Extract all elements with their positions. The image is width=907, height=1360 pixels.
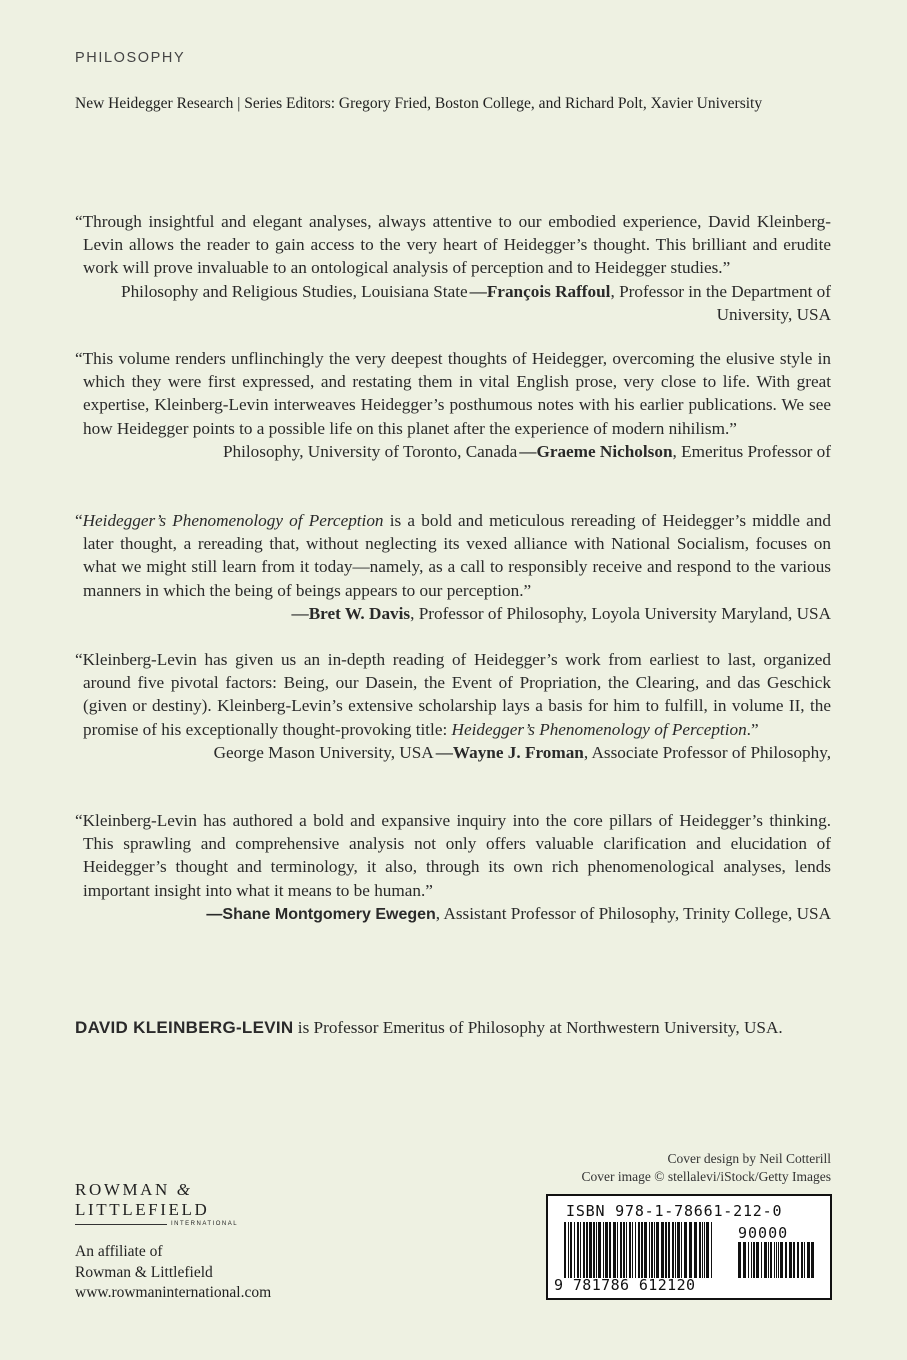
quote-text: “Through insightful and elegant analyses, always attentive to our embodied experience, David Kleinberg-Levin allows the reader to gain access to the very heart of Heidegger’s thought. This brilliant and erudite work will prove invaluable to an ontological analysis of perception and to Heidegger studies.”	[75, 212, 831, 278]
barcode-bar	[675, 1222, 676, 1278]
barcode-bar	[656, 1222, 659, 1278]
quote-open-mark: “	[75, 511, 83, 530]
barcode-bar	[580, 1222, 581, 1278]
barcode-bar	[638, 1222, 640, 1278]
barcode-bar	[793, 1242, 795, 1278]
barcode-bar	[743, 1242, 746, 1278]
book-title: Heidegger’s Phenomenology of Perception	[82, 511, 384, 530]
barcode-bar	[665, 1222, 667, 1278]
barcode-bar	[568, 1222, 569, 1278]
quote-author: —Shane Montgomery Ewegen	[206, 905, 436, 923]
barcode-bar	[764, 1242, 767, 1278]
barcode-bar	[586, 1222, 588, 1278]
publisher-logo	[75, 1180, 238, 1227]
barcode-bar	[689, 1222, 692, 1278]
barcode-bar	[609, 1222, 611, 1278]
barcode-bar	[785, 1242, 787, 1278]
barcode-bar	[780, 1242, 783, 1278]
barcode-bar	[770, 1242, 772, 1278]
quote-affiliation: , Professor of Philosophy, Loyola University Maryland, USA	[410, 603, 831, 623]
barcode-bar	[807, 1242, 810, 1278]
barcode-digits: 9 781786 612120	[554, 1276, 696, 1294]
price-code: 90000	[738, 1224, 789, 1242]
quote-author: —Bret W. Davis	[291, 603, 411, 623]
barcode-bar	[583, 1222, 585, 1278]
quote-affiliation: , Associate Professor of Philosophy,	[583, 742, 831, 762]
quote-affiliation-cont: George Mason University, USA	[213, 742, 434, 762]
quote-text: “Kleinberg-Levin has given us an in-depth reading of Heidegger’s work from earliest to last, organized around five pivotal factors: Being, our Dasein, the Event of Propriation, the Clearing, and das Geschick (given or destiny). Kleinberg-Levin’s extensive scholarship lays a basis for him to fulfill, in volume II, the promise of his exceptionally thought-provoking title:	[75, 650, 831, 739]
quote-text: “Kleinberg-Levin has authored a bold and expansive inquiry into the core pillars of Heidegger’s thinking. This sprawling and comprehensive analysis not only offers valuable clarification and elucidation of Heidegger’s thought and terminology, it also, through its own rich phenomenological analyses, lends important insight into what it means to be human.”	[75, 811, 831, 900]
barcode-bar	[738, 1242, 741, 1278]
barcode-bar	[699, 1222, 701, 1278]
barcode-bar	[776, 1242, 777, 1278]
barcode-bar	[603, 1222, 604, 1278]
endorsement-quote	[75, 347, 831, 463]
publisher-affiliate	[75, 1242, 271, 1304]
barcode-bar	[672, 1222, 674, 1278]
barcode-bar	[778, 1242, 779, 1278]
barcode-bar	[684, 1222, 687, 1278]
barcode-bar	[598, 1222, 601, 1278]
barcode-bar	[801, 1242, 803, 1278]
logo-rule	[75, 1224, 167, 1225]
barcode-bar	[626, 1222, 627, 1278]
endorsement-quote	[75, 210, 831, 326]
barcode-bar	[654, 1222, 655, 1278]
barcode-bar	[694, 1222, 697, 1278]
barcode-bar	[677, 1222, 680, 1278]
barcode-bar	[774, 1242, 775, 1278]
endorsement-quote	[75, 809, 831, 926]
barcode-bar	[613, 1222, 616, 1278]
endorsement-quote	[75, 648, 831, 764]
author-bio	[75, 1016, 835, 1040]
barcode-bar	[661, 1222, 664, 1278]
barcode-bar	[751, 1242, 752, 1278]
barcode-bar	[756, 1242, 759, 1278]
publisher-website: www.rowmaninternational.com	[75, 1284, 272, 1301]
quote-affiliation-cont: Philosophy and Religious Studies, Louisiana State University, USA	[121, 281, 831, 324]
barcode-bar	[617, 1222, 618, 1278]
barcode-bar	[761, 1242, 762, 1278]
quote-affiliation-cont: Philosophy, University of Toronto, Canada	[222, 441, 518, 461]
quote-author: —Wayne J. Froman	[435, 742, 584, 762]
barcode-bar	[704, 1222, 705, 1278]
barcode-bars	[564, 1222, 714, 1278]
endorsement-quote	[75, 509, 831, 625]
barcode-bar	[811, 1242, 814, 1278]
publisher-ampersand: &	[176, 1180, 193, 1199]
cover-design-credit: Cover design by Neil Cotterill	[667, 1151, 831, 1166]
barcode-bar	[649, 1222, 650, 1278]
quote-author: —François Raffoul	[469, 281, 611, 301]
quote-text-end: .”	[746, 719, 759, 739]
barcode-bar	[668, 1222, 670, 1278]
barcode-bar	[681, 1222, 682, 1278]
barcode-bar	[570, 1222, 572, 1278]
affiliate-name: Rowman & Littlefield	[75, 1263, 213, 1281]
category-label: PHILOSOPHY	[75, 50, 186, 66]
barcode-bar	[593, 1222, 595, 1278]
barcode-bar	[620, 1222, 622, 1278]
barcode-bar	[644, 1222, 647, 1278]
quote-affiliation: , Professor in the Department of	[610, 281, 831, 301]
barcode-bar	[768, 1242, 769, 1278]
barcode-bar	[651, 1222, 653, 1278]
quote-author: —Graeme Nicholson	[519, 441, 673, 461]
cover-image-credit: Cover image © stellalevi/iStock/Getty Images	[581, 1169, 831, 1184]
quote-text: “This volume renders unflinchingly the very deepest thoughts of Heidegger, overcoming the elusive style in which they were first expressed, and restating them in vital English prose, very close to life. With great expertise, Kleinberg-Levin interweaves Heidegger’s posthumous notes with his earlier publications. We see how Heidegger points to a possible life on this planet after the experience of modern nihilism.”	[75, 349, 831, 438]
cover-credits	[582, 1150, 831, 1186]
barcode-bar	[623, 1222, 625, 1278]
barcode-bar	[789, 1242, 792, 1278]
barcode-bar	[797, 1242, 799, 1278]
publisher-name-2: LITTLEFIELD	[75, 1200, 210, 1219]
quote-affiliation: , Emeritus Professor of	[672, 441, 831, 461]
barcode-bar	[804, 1242, 805, 1278]
barcode-bar	[635, 1222, 636, 1278]
publisher-intl: INTERNATIONAL	[171, 1221, 239, 1227]
barcode-bar	[589, 1222, 592, 1278]
quote-text: is a bold and meticulous rereading of Heidegger’s middle and later thought, a rereading that, without neglecting its vexed alliance with National Socialism, focuses on what we might still learn from it today—namely, as a call to responsibly receive and respond to the various manners in which the being of beings appears to our perception.”	[83, 511, 831, 600]
addon-barcode-bars	[738, 1242, 816, 1278]
isbn-barcode	[546, 1194, 832, 1300]
barcode-bar	[711, 1222, 712, 1278]
barcode-bar	[632, 1222, 633, 1278]
isbn-label: ISBN 978-1-78661-212-0	[566, 1202, 783, 1220]
author-name: DAVID KLEINBERG-LEVIN	[75, 1018, 294, 1037]
barcode-bar	[577, 1222, 579, 1278]
barcode-bar	[605, 1222, 608, 1278]
barcode-bar	[641, 1222, 643, 1278]
barcode-bar	[629, 1222, 631, 1278]
barcode-bar	[753, 1242, 755, 1278]
author-bio-text: is Professor Emeritus of Philosophy at Northwestern University, USA.	[293, 1018, 783, 1037]
quote-affiliation: , Assistant Professor of Philosophy, Trinity College, USA	[435, 903, 831, 923]
affiliate-line: An affiliate of	[75, 1243, 163, 1260]
barcode-bar	[702, 1222, 703, 1278]
series-editors-line: New Heidegger Research | Series Editors: Gregory Fried, Boston College, and Richard Polt, Xavier University	[75, 95, 763, 112]
barcode-bar	[706, 1222, 709, 1278]
barcode-bar	[748, 1242, 749, 1278]
barcode-bar	[564, 1222, 566, 1278]
barcode-bar	[596, 1222, 597, 1278]
barcode-bar	[574, 1222, 575, 1278]
publisher-name-1: ROWMAN	[75, 1180, 170, 1199]
book-title: Heidegger’s Phenomenology of Perception	[451, 719, 747, 739]
